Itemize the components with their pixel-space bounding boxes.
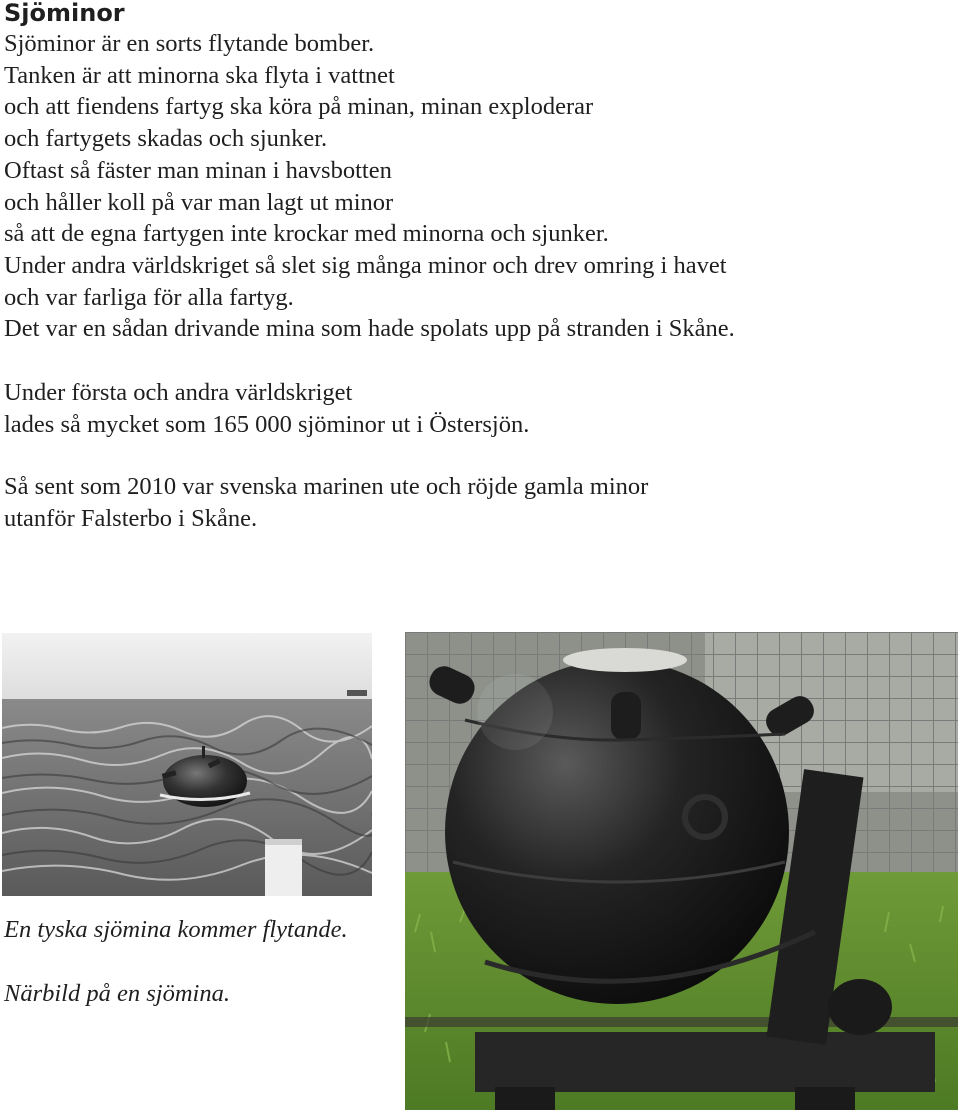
text-line: Tanken är att minorna ska flyta i vattnet	[4, 61, 395, 89]
text-line: så att de egna fartygen inte krockar med minorna och sjunker.	[4, 220, 609, 248]
text-line: och att fiendens fartyg ska köra på minan, minan exploderar	[4, 93, 594, 121]
text-line: lades så mycket som 165 000 sjöminor ut i Östersjön.	[4, 410, 530, 438]
paragraph-baltic	[4, 377, 529, 440]
text-line: Under första och andra världskriget	[4, 379, 353, 406]
paragraph-intro	[4, 28, 735, 345]
text-line: Under andra världskriget så slet sig många minor och drev omring i havet	[4, 251, 727, 279]
text-line: Sjöminor är en sorts flytande bomber.	[4, 30, 375, 57]
mine-closeup-photo	[405, 632, 958, 1110]
text-line: Oftast så fäster man minan i havsbotten	[4, 156, 392, 184]
text-line: utanför Falsterbo i Skåne.	[4, 504, 258, 532]
caption-mine-closeup: Närbild på en sjömina.	[4, 980, 230, 1007]
floating-mine-photo	[2, 633, 372, 896]
caption-floating-mine: En tyska sjömina kommer flytande.	[4, 916, 348, 943]
page-title: Sjöminor	[4, 0, 125, 27]
text-line: och fartygets skadas och sjunker.	[4, 125, 328, 153]
text-line: och håller koll på var man lagt ut minor	[4, 188, 394, 216]
text-line: Det var en sådan drivande mina som hade spolats upp på stranden i Skåne.	[4, 315, 735, 343]
paragraph-falsterbo	[4, 471, 648, 534]
text-line: Så sent som 2010 var svenska marinen ute och röjde gamla minor	[4, 473, 649, 500]
text-line: och var farliga för alla fartyg.	[4, 283, 294, 311]
